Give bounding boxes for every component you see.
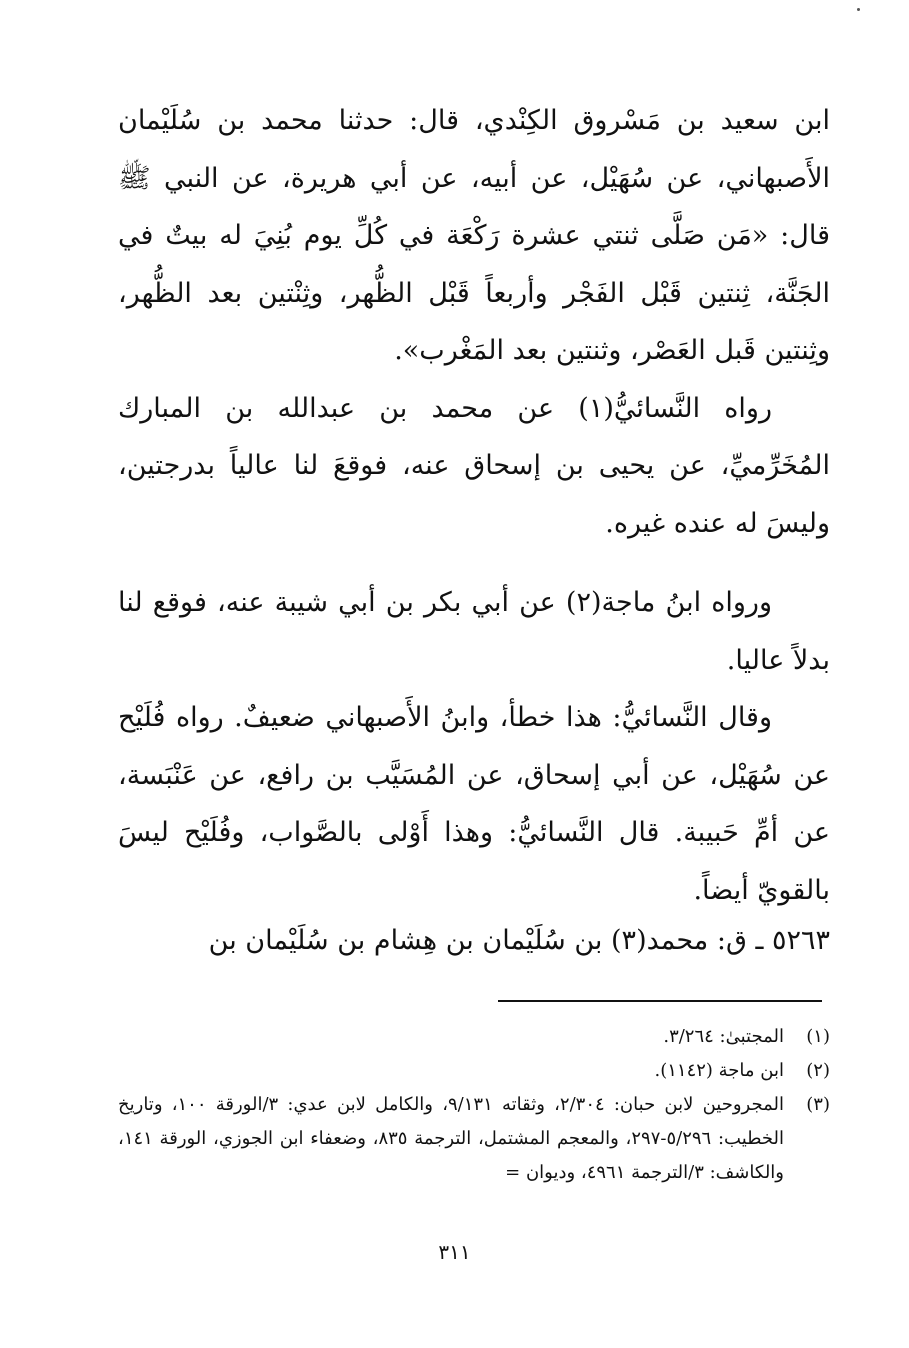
footnotes <box>118 1020 830 1190</box>
footnote-3 <box>118 1088 830 1190</box>
paragraph-nasai-comment: وقال النَّسائيُّ: هذا خطأ، وابنُ الأَصبهاني ضعيفٌ. رواه فُلَيْح عن سُهَيْل، عن أبي إسحاق، عن المُسَيَّب بن رافع، عن عَنْبَسة، عن أمِّ حَبيبة. قال النَّسائيُّ: وهذا أَوْلى بالصَّواب، وفُلَيْح ليسَ بالقويّ أيضاً. <box>118 702 830 906</box>
page-number: ٣١١ <box>438 1240 471 1264</box>
biography-entry-heading: ٥٢٦٣ ـ ق: محمد(٣) بن سُلَيْمان بن هِشام بن سُلَيْمان بن <box>208 925 830 956</box>
paragraph-ibn-majah-narration: ورواه ابنُ ماجة(٢) عن أبي بكر بن أبي شيبة عنه، فوقع لنا بدلاً عاليا. <box>118 587 830 676</box>
footnote-1 <box>118 1020 830 1054</box>
scan-dot <box>857 8 860 11</box>
footnote-separator <box>498 1000 822 1002</box>
footnote-2 <box>118 1054 830 1088</box>
main-text <box>118 92 830 919</box>
paragraph-hadith: ابن سعيد بن مَسْروق الكِنْدي، قال: حدثنا محمد بن سُلَيْمان الأَصبهاني، عن سُهَيْل، عن أبيه، عن أبي هريرة، عن النبي ﷺ قال: «مَن صَلَّى ثنتي عشرة رَكْعَة في كُلِّ يوم بُنِيَ له بيتٌ في الجَنَّة، ثِنتين قَبْل الفَجْر وأربعاً قَبْل الظُّهر، وثِنْتين بعد الظُّهر، وثِنتين قَبل العَصْر، وثنتين بعد المَغْرب». <box>118 105 830 366</box>
footnote-text: المجروحين لابن حبان: ٢/٣٠٤، وثقاته ٩/١٣١، والكامل لابن عدي: ٣/الورقة ١٠٠، وتاريخ الخطيب: ٥/٢٩٦-٢٩٧، والمعجم المشتمل، الترجمة ٨٣٥، وضعفاء ابن الجوزي، الورقة ١٤١، والكاشف: ٣/الترجمة ٤٩٦١، وديوان = <box>118 1094 784 1183</box>
paragraph-nasai-narration: رواه النَّسائيُّ(١) عن محمد بن عبدالله بن المبارك المُخَرِّميِّ، عن يحيى بن إسحاق عنه، فوقعَ لنا عالياً بدرجتين، وليسَ له عنده غيره. <box>118 392 830 539</box>
footnote-number: (١) <box>806 1026 830 1047</box>
footnote-text: ابن ماجة (١١٤٢). <box>654 1060 784 1081</box>
footnote-number: (٣) <box>806 1094 830 1115</box>
footnote-number: (٢) <box>806 1060 830 1081</box>
footnote-text: المجتبىٰ: ٣/٢٦٤. <box>663 1026 784 1047</box>
